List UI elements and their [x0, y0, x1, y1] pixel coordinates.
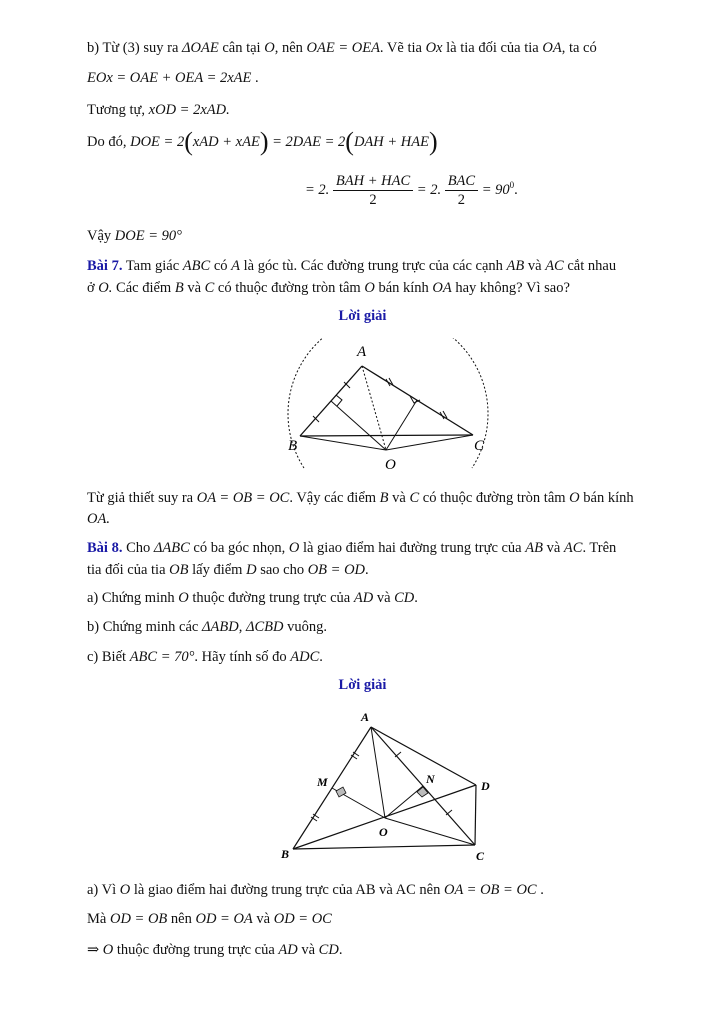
- text: là giao điểm hai đường trung trực của AB và AC nên: [133, 882, 441, 898]
- bai8-question-b: [87, 617, 327, 637]
- side-dc: [475, 785, 476, 845]
- text: và: [187, 280, 201, 296]
- bai8-solution-c: [87, 940, 342, 960]
- bai7-answer-line1: [87, 488, 634, 508]
- implies-icon: ⇒: [87, 942, 100, 958]
- math: DAH + HAE: [353, 134, 429, 150]
- text: và: [301, 942, 316, 958]
- math: O: [119, 882, 131, 898]
- math: B: [174, 280, 184, 296]
- paren: ): [259, 127, 269, 156]
- math: O: [264, 40, 275, 56]
- text: thuộc đường trung trực của: [192, 590, 351, 606]
- label-n: N: [426, 772, 435, 786]
- math: OB: [169, 562, 189, 578]
- text: .: [414, 590, 418, 606]
- math: OA: [432, 280, 452, 296]
- math: ABC = 70°: [129, 649, 195, 665]
- math: O: [288, 540, 300, 556]
- text: .: [319, 649, 323, 665]
- math: OAE = OEA: [306, 40, 380, 56]
- exercise-label: Bài 8.: [87, 540, 123, 556]
- numerator: BAH + HAC: [333, 172, 413, 191]
- text: và: [392, 490, 406, 506]
- math: xOD = 2xAD.: [148, 102, 230, 118]
- bai7-solution-title: Lời giải: [338, 308, 387, 324]
- paren: (: [345, 127, 354, 156]
- ref-number: (3): [122, 40, 140, 56]
- text: tia đối của tia: [87, 562, 166, 578]
- bai8-line1: [87, 538, 616, 558]
- math: = 90: [481, 181, 510, 198]
- math: OA = OB = OC: [196, 490, 290, 506]
- math: AB: [506, 258, 525, 274]
- math: AD: [353, 590, 374, 606]
- text: Tương tự,: [87, 102, 146, 118]
- math: A: [231, 258, 240, 274]
- paren: ): [428, 127, 438, 156]
- conclusion-line: [87, 226, 182, 246]
- degree: 0: [509, 180, 515, 190]
- side-bc: [293, 845, 475, 849]
- math: ΔABC: [153, 540, 190, 556]
- bai8-question-c: [87, 647, 323, 667]
- math: CD: [394, 590, 415, 606]
- label-b: B: [281, 847, 290, 861]
- text: lấy điểm: [192, 562, 243, 578]
- text: có: [213, 258, 228, 274]
- text: . Hãy tính số đo: [194, 649, 287, 665]
- fraction: [445, 172, 478, 209]
- text: có thuộc đường tròn tâm: [217, 280, 361, 296]
- math: O.: [98, 280, 113, 296]
- math: = 2DAE = 2: [272, 134, 346, 150]
- bai8-solution-a: [87, 880, 544, 900]
- math: B: [379, 490, 389, 506]
- text: và: [527, 258, 542, 274]
- math: ABC: [182, 258, 211, 274]
- math: = 2.: [416, 181, 442, 198]
- segment-oc: [386, 435, 473, 450]
- text: Mà: [87, 911, 107, 927]
- math: CD: [318, 942, 339, 958]
- label-o: O: [379, 825, 388, 839]
- math: ΔCBD: [245, 619, 284, 635]
- text: ,: [238, 619, 243, 635]
- math: OD = OB: [109, 911, 168, 927]
- text: bán kính: [583, 490, 634, 506]
- math: OB = OD: [307, 562, 366, 578]
- bai8-solution-b: [87, 909, 332, 929]
- text: Vậy: [87, 228, 112, 244]
- text: a) Vì: [87, 882, 117, 898]
- denominator: 2: [369, 192, 377, 208]
- math: DOE = 2: [130, 134, 185, 150]
- text: bán kính: [378, 280, 429, 296]
- label-m: M: [317, 775, 328, 789]
- text: .: [514, 181, 518, 198]
- text: ở: [87, 280, 95, 296]
- text: cắt nhau: [567, 258, 617, 274]
- bai8-question-a: [87, 588, 418, 608]
- text: , ta có: [561, 40, 597, 56]
- text: .: [540, 882, 544, 898]
- label-c: C: [474, 438, 485, 454]
- label-d: D: [481, 779, 490, 793]
- math: OA = OB = OC: [443, 882, 537, 898]
- math: Ox: [425, 40, 443, 56]
- label-b: B: [288, 438, 298, 454]
- bai8-solution-title: Lời giải: [338, 677, 387, 693]
- math: O: [364, 280, 375, 296]
- text: và: [376, 590, 391, 606]
- label-o: O: [385, 457, 396, 473]
- fraction: [333, 172, 413, 209]
- bai8-figure: [275, 705, 505, 870]
- math: EOx = OAE + OEA = 2xAE: [87, 70, 252, 86]
- math: C: [409, 490, 420, 506]
- right-angle-mark: [417, 787, 428, 797]
- text: . Trên: [582, 540, 617, 556]
- label-a: A: [361, 710, 370, 724]
- bai8-line2: [87, 560, 369, 580]
- math: DOE = 90°: [114, 228, 182, 244]
- math: AB: [525, 540, 543, 556]
- numerator: BAC: [445, 172, 478, 191]
- text: hay không? Vì sao?: [455, 280, 570, 296]
- text: vuông.: [287, 619, 327, 635]
- text: , nên: [274, 40, 303, 56]
- text: và: [256, 911, 271, 927]
- thus-line: [87, 127, 438, 156]
- text: .: [338, 942, 343, 958]
- text: .: [255, 70, 259, 86]
- math: ΔOAE: [182, 40, 219, 56]
- text: .: [365, 562, 369, 578]
- math: O: [102, 942, 114, 958]
- bai7-line1: [87, 256, 616, 276]
- part-b-intro: [87, 38, 597, 58]
- math: AD: [278, 942, 298, 958]
- bai7-figure: [280, 338, 495, 478]
- text: b) Từ: [87, 40, 120, 56]
- text: b) Chứng minh các: [87, 619, 199, 635]
- text: thuộc đường trung trực của: [116, 942, 275, 958]
- math: AC: [545, 258, 564, 274]
- text: . Vậy các điểm: [289, 490, 377, 506]
- text: là góc tù. Các đường trung trực của các cạnh: [243, 258, 503, 274]
- side-bc: [300, 435, 473, 436]
- math: D: [246, 562, 257, 578]
- bai7-line2: [87, 278, 570, 298]
- text: Các điểm: [116, 280, 172, 296]
- circle-arc: [288, 338, 488, 468]
- text: c) Biết: [87, 649, 127, 665]
- math: OD = OC: [273, 911, 332, 927]
- side-ad: [371, 727, 476, 785]
- text: suy ra: [143, 40, 179, 56]
- text: có ba góc nhọn,: [193, 540, 286, 556]
- text: Cho: [126, 540, 151, 556]
- label-c: C: [476, 849, 485, 863]
- math: xAD + xAE: [192, 134, 260, 150]
- bai7-answer-line2: [87, 509, 110, 529]
- fraction-line: [305, 172, 518, 209]
- text: a) Chứng minh: [87, 590, 175, 606]
- similar-line: [87, 100, 230, 120]
- text: Tam giác: [125, 258, 180, 274]
- text: là tia đối của tia: [446, 40, 539, 56]
- text: là giao điểm hai đường trung trực của: [302, 540, 522, 556]
- math: ADC: [290, 649, 320, 665]
- text: sao cho: [260, 562, 305, 578]
- math: ΔABD: [201, 619, 239, 635]
- text: Do đó,: [87, 134, 127, 150]
- math: C: [204, 280, 215, 296]
- bisector-ac: [386, 400, 417, 450]
- math: O: [178, 590, 189, 606]
- bisector-n: [385, 786, 423, 818]
- math: OA.: [87, 511, 110, 527]
- paren: (: [184, 127, 193, 156]
- text: có thuộc đường tròn tâm: [422, 490, 566, 506]
- text: nên: [170, 911, 192, 927]
- math: = 2.: [305, 181, 330, 198]
- denominator: 2: [457, 192, 466, 208]
- math: OD = OA: [195, 911, 253, 927]
- eox-equation: [87, 68, 259, 88]
- exercise-label: Bài 7.: [87, 258, 123, 274]
- text: Từ giả thiết suy ra: [87, 490, 194, 506]
- label-a: A: [357, 344, 367, 360]
- math: OA: [542, 40, 562, 56]
- text: cân tại: [222, 40, 261, 56]
- math: AC: [563, 540, 583, 556]
- text: và: [546, 540, 561, 556]
- segment-oc: [385, 818, 475, 845]
- right-angle-mark: [336, 395, 342, 406]
- text: . Vẽ tia: [379, 40, 422, 56]
- math: O: [569, 490, 580, 506]
